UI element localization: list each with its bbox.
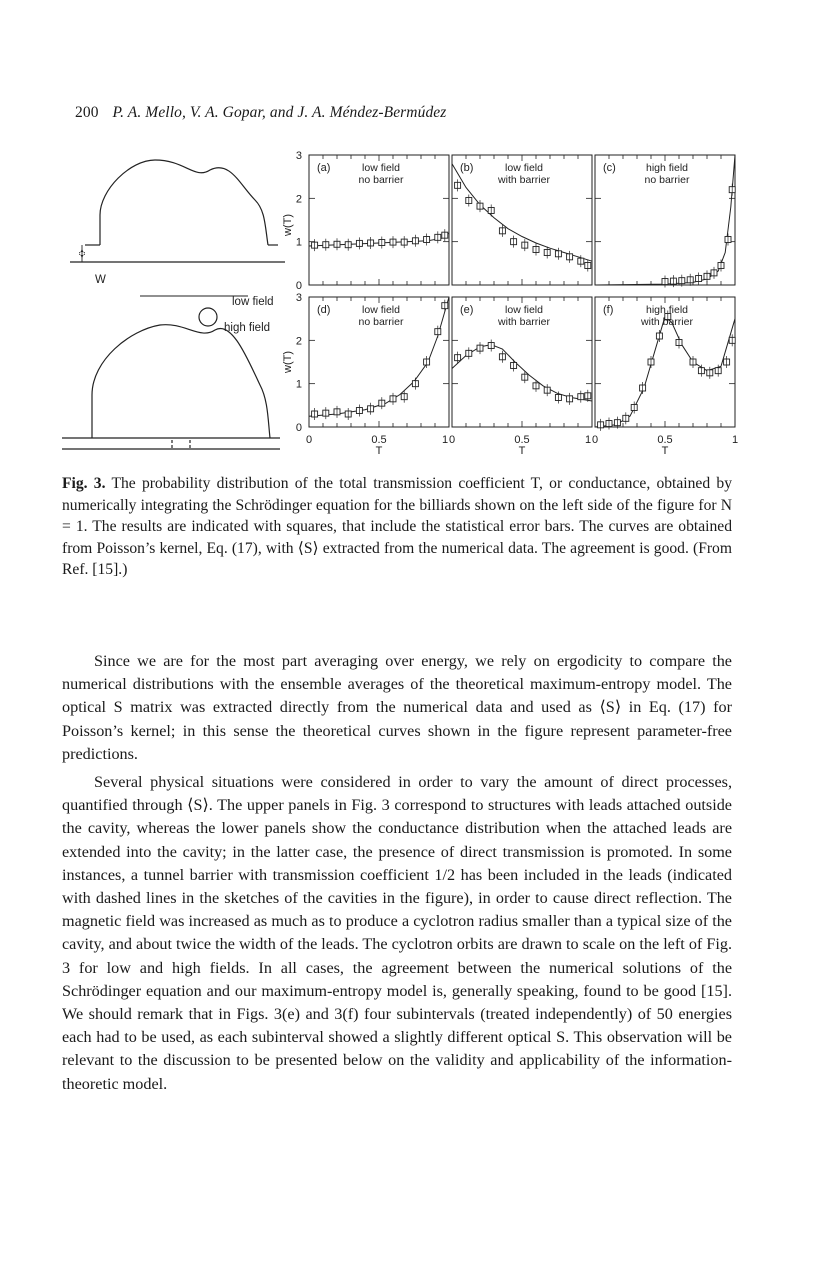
data-point <box>656 330 662 342</box>
data-point <box>606 418 612 430</box>
data-point <box>687 274 693 286</box>
data-point <box>412 235 418 247</box>
data-point <box>356 405 362 417</box>
data-point <box>401 236 407 248</box>
panel-grid <box>296 150 738 457</box>
data-point <box>312 408 318 420</box>
panel-f <box>595 297 735 431</box>
panel-title-line: high field <box>645 304 689 316</box>
x-tick-label: 1 <box>731 434 739 446</box>
panel-c <box>595 155 735 288</box>
panel-d <box>309 297 449 427</box>
panel-title-line: low field <box>362 162 400 174</box>
figure-3 <box>0 140 822 470</box>
data-point <box>676 337 682 349</box>
data-point <box>368 403 374 415</box>
data-point <box>662 276 668 288</box>
data-point <box>623 412 629 424</box>
data-point <box>640 382 646 394</box>
data-point <box>533 243 539 255</box>
panel-title-line: with barrier <box>641 316 693 328</box>
data-point <box>424 234 430 246</box>
panel-a <box>309 155 449 285</box>
data-point <box>466 195 472 207</box>
x-tick-label: 0.5 <box>657 434 673 446</box>
panel-label: (c) <box>603 162 616 174</box>
x-tick-label: 0 <box>448 434 456 446</box>
upper-cavity-outline <box>100 160 268 245</box>
data-point <box>345 408 351 420</box>
data-point <box>511 236 517 248</box>
data-point <box>488 340 494 352</box>
data-point <box>477 342 483 354</box>
x-tick-label: 1 <box>584 434 592 446</box>
data-point <box>696 273 702 285</box>
panel-title-line: with barrier <box>498 316 550 328</box>
x-tick-label: 1 <box>441 434 449 446</box>
x-tick-label: 0.5 <box>514 434 530 446</box>
y-tick-label: 0 <box>295 422 302 434</box>
data-point <box>567 251 573 263</box>
data-point <box>390 393 396 405</box>
high-field-label: high field <box>224 322 271 334</box>
data-point <box>379 397 385 409</box>
data-point <box>544 384 550 396</box>
data-point <box>334 406 340 418</box>
running-header-authors: P. A. Mello, V. A. Gopar, and J. A. Méndez-Bermúdez <box>112 104 447 121</box>
data-point <box>578 391 584 403</box>
y-tick-label: 1 <box>295 378 302 391</box>
y-axis-title-top: w(T) <box>282 214 294 236</box>
data-point <box>356 237 362 249</box>
data-point <box>488 204 494 216</box>
panel-title-line: low field <box>362 304 400 316</box>
theory-curve <box>452 345 592 401</box>
cyclotron-orbit-low-field <box>199 308 217 326</box>
data-point <box>707 367 713 379</box>
y-tick-label: 3 <box>295 292 302 304</box>
y-tick-label: 0 <box>295 280 302 292</box>
data-point <box>729 184 735 196</box>
paragraph-2: Several physical situations were considered in order to vary the amount of direct processes, quantified through ⟨S⟩. The upper panels in Fig. 3 correspond to structures with leads attached outside the cavity, whereas the lower panels show the conductance distribution when the attached leads are extended into the cavity; in the latter case, the presence of direct transmission is promoted. In some instances, a tunnel barrier with transmission coefficient 1/2 has been included in the leads (indicated with dashed lines in the sketches of the cavities in the figure), in order to cause direct reflection. The magnetic field was increased as much as to produce a cyclotron radius smaller than a typical size of the cavity, and about twice the width of the leads. The cyclotron orbits are drawn to scale on the left of Fig. 3 for low and high fields. In all cases, the agreement between the numerical solutions of the Schrödinger equation and our maximum-entropy model is, generally speaking, found to be good [15]. We should remark that in Figs. 3(e) and 3(f) four subintervals (treated independently) of 50 energies each had to be used, as each subinterval showed a slightly different optical S. This observation will be relevant to the discussion to be presented below on the validity and applicability of the information-theoretic model. <box>62 773 732 1093</box>
x-axis-title: T <box>661 445 669 457</box>
y-axis-title-bottom: w(T) <box>282 351 294 373</box>
page-number: 200 <box>75 104 99 121</box>
panel-title-line: low field <box>505 162 543 174</box>
data-point <box>345 239 351 251</box>
data-point <box>466 347 472 359</box>
data-point <box>379 237 385 249</box>
data-point <box>368 237 374 249</box>
panel-label: (d) <box>317 304 331 316</box>
data-point <box>711 267 717 279</box>
x-tick-label: 0.5 <box>371 434 387 446</box>
paragraph-1: Since we are for the most part averaging over energy, we rely on ergodicity to compare the numerical distributions with the ensemble averages of the theoretical maximum-entropy model. The optical S matrix was extracted directly from the numerical data and used as ⟨S⟩ in Eq. (17) for Poisson’s kernel; in this sense the theoretical curves shown in the figure represent parameter-free predictions. <box>62 652 732 763</box>
data-point <box>724 356 730 368</box>
panel-label: (b) <box>460 162 474 174</box>
data-point <box>323 239 329 251</box>
panel-title-line: low field <box>505 304 543 316</box>
running-header <box>75 104 446 122</box>
panel-title-line: no barrier <box>358 316 404 328</box>
caption-text: The probability distribution of the total transmission coefficient T, or conductance, obtained by numerically integrating the Schrödinger equation for the billiards shown on the left side of the figure for N = 1. The results are indicated with squares, that include the statistical error bars. The curves are obtained from Poisson’s kernel, Eq. (17), with ⟨S⟩ extracted from the numerical data. The agreement is good. (From Ref. [15].) <box>62 475 732 579</box>
panel-label: (e) <box>460 304 474 316</box>
panel-e <box>452 297 592 427</box>
panel-label: (f) <box>603 304 614 316</box>
panel-title-line: no barrier <box>644 174 690 186</box>
data-point <box>323 407 329 419</box>
y-axis-labels <box>282 214 294 374</box>
data-point <box>455 179 461 191</box>
data-point <box>442 300 448 312</box>
data-point <box>435 231 441 243</box>
caption-label: Fig. 3. <box>62 475 106 492</box>
data-point <box>598 419 604 431</box>
data-point <box>555 248 561 260</box>
x-axis-title: T <box>375 445 383 457</box>
y-tick-label: 2 <box>295 193 302 206</box>
low-field-label: low field <box>232 296 274 308</box>
data-point <box>567 393 573 405</box>
lead-width-label: W <box>95 274 106 286</box>
y-tick-label: 1 <box>295 236 302 249</box>
data-point <box>499 225 505 237</box>
data-point <box>511 359 517 371</box>
data-point <box>690 356 696 368</box>
x-tick-label: 0 <box>591 434 599 446</box>
y-tick-label: 2 <box>295 335 302 348</box>
data-point <box>334 238 340 250</box>
panel-title-line: high field <box>645 162 689 174</box>
data-point <box>412 378 418 390</box>
lower-cavity-outline <box>92 325 270 438</box>
data-point <box>390 236 396 248</box>
data-point <box>499 351 505 363</box>
panel-b <box>452 155 592 285</box>
figure-caption <box>62 473 732 581</box>
data-point <box>442 229 448 241</box>
data-point <box>312 239 318 251</box>
data-point <box>585 260 591 272</box>
body-text <box>62 650 732 1096</box>
y-tick-label: 3 <box>295 150 302 162</box>
panel-label: (a) <box>317 162 331 174</box>
data-point <box>522 239 528 251</box>
panel-title-line: no barrier <box>358 174 404 186</box>
data-point <box>704 270 710 282</box>
panel-title-line: with barrier <box>498 174 550 186</box>
x-tick-label: 0 <box>305 434 313 446</box>
x-axis-title: T <box>518 445 526 457</box>
theory-curve <box>595 317 735 428</box>
